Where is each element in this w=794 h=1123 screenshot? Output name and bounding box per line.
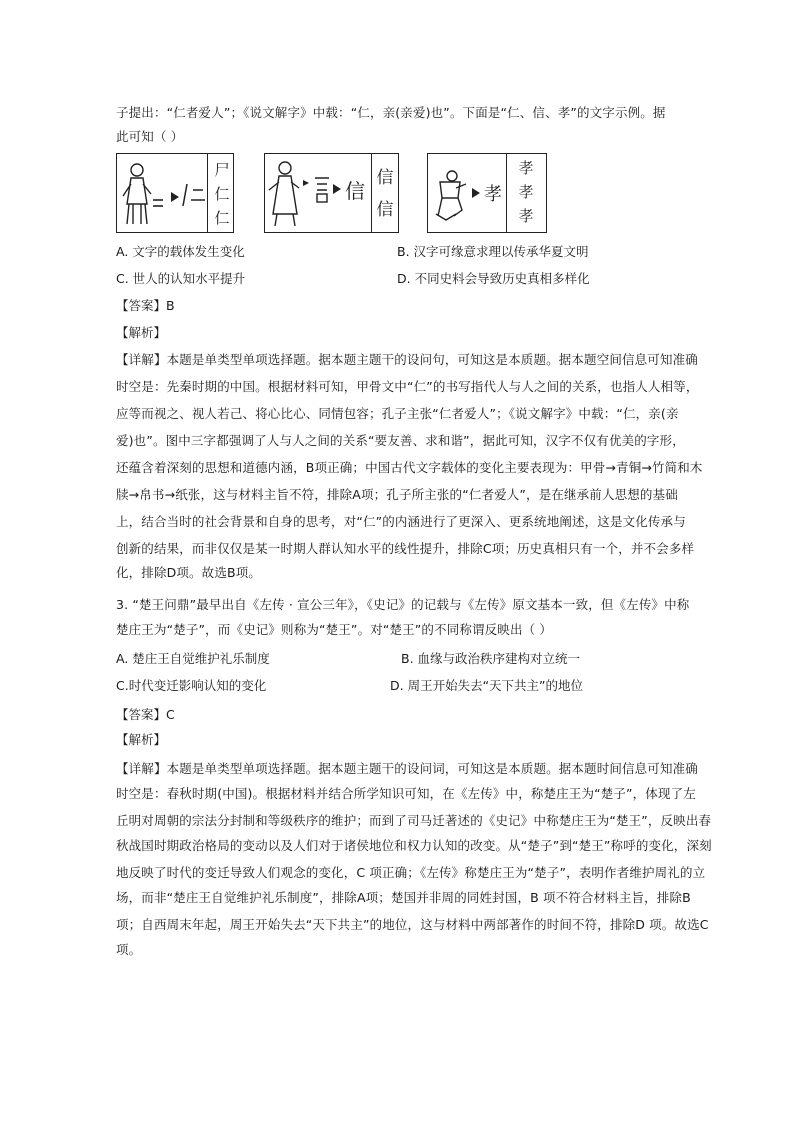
q2-detail-line: 时空是：先秦时期的中国。根据材料可知，甲骨文中“仁”的书写指代人与人之间的关系，也指人人相等， [116,379,699,394]
q3-option-c: C.时代变迁影响认知的变化 [116,678,267,693]
q3-detail-line: 项；自西周末年起，周王开始失去“天下共主”的地位，这与材料中两部著作的时间不符，排除D 项。故选C [116,917,709,932]
q3-stem-line-1: 3. “楚王问鼎”最早出自《左传 · 宣公三年》，《史记》的记载与《左传》原文基本一致，但《左传》中称 [116,597,690,612]
q2-option-b: B. 汉字可缘意求理以传承华夏文明 [397,244,589,259]
figure-divider [207,154,208,232]
q3-analysis-label: 【解析】 [116,732,167,747]
q3-detail-line: 【详解】本题是单类型单项选择题。据本题主题干的设问词，可知这是本质题。据本题时间信息可知准确 [116,761,698,776]
glyph-3: 孝 [518,207,534,225]
glyph-2: 仁 [214,185,230,203]
figure-mid-glyph: 孝 [484,184,502,205]
q3-detail-line: 秋战国时期政治格局的变动以及人们对于诸侯地位和权力认知的改变。从“楚子”到“楚王”称呼的变化，深刻 [116,838,712,853]
q2-detail-line: 【详解】本题是单类型单项选择题。据本题主题干的设问句，可知这是本质题。据本题空间信息可知准确 [116,352,698,367]
arrow-icon [472,188,480,198]
q2-detail-line: 还蕴含着深刻的思想和道德内涵，B项正确；中国古代文字载体的变化主要表现为：甲骨→青铜→竹简和木 [116,460,703,475]
figure-glyph-column [374,162,396,226]
arrow-icon [171,192,179,202]
q2-detail-line: 牍→帛书→纸张，这与材料主旨不符，排除A项；孔子所主张的“仁者爱人”，是在继承前人思想的基础 [116,487,678,502]
glyph-1: 尸 [214,161,230,179]
q2-detail-line: 爱)也”。图中三字都强调了人与人之间的关系“要友善、求和谐”，据此可知，汉字不仅有优美的字形， [116,433,685,448]
figure-box-xiao [427,153,547,233]
figure-divider [371,154,372,232]
q3-answer: 【答案】C [116,707,175,722]
figure-glyph-column [512,156,540,228]
q3-detail-line: 场，而非“楚庄王自觉维护礼乐制度”，排除A项；楚国并非周的同姓封国，B 项不符合材料主旨，排除B [116,890,691,905]
q2-option-d: D. 不同史料会导致历史真相多样化 [397,271,590,286]
glyph-3: 仁 [214,209,230,227]
q3-detail-line: 时空是：春秋时期(中国)。根据材料并结合所学知识可知，在《左传》中，称楚庄王为“楚子”，体现了左 [116,786,696,801]
glyph-1: 孝 [518,159,534,177]
q2-detail-line: 创新的结果，而非仅仅是某一时期人群认知水平的线性提升，排除C项；历史真相只有一个，并不会多样 [116,541,695,556]
glyph-2: 信 [376,200,394,220]
q2-stem-line-1: 子提出：“仁者爱人”；《说文解字》中载：“仁，亲(亲爱)也”。下面是“仁、信、孝”的文字示例。据 [116,105,666,120]
glyph-1: 信 [376,168,394,188]
q3-stem-line-2: 楚庄王为“楚子”，而《史记》则称为“楚王”。对“楚王”的不同称谓反映出（ ） [116,622,553,637]
q2-answer: 【答案】B [116,298,175,313]
q2-option-a: A. 文字的载体发生变化 [116,244,245,259]
q3-option-b: B. 血缘与政治秩序建构对立统一 [401,651,581,666]
arrow-icon [333,184,341,194]
q2-detail-line: 化，排除D项。故选B项。 [116,565,262,580]
q3-detail-line: 项。 [116,942,142,957]
figure-box-ren [116,153,234,233]
q3-option-d: D. 周王开始失去“天下共主”的地位 [390,678,584,693]
q2-detail-line: 应等而视之、视人若己、将心比心、同情包容；孔子主张“仁者爱人”；《说文解字》中载：“仁，亲(亲 [116,406,679,421]
q2-stem-line-2: 此可知（ ） [116,129,184,144]
q3-option-a: A. 楚庄王自觉维护礼乐制度 [116,651,270,666]
glyph-2: 孝 [518,183,534,201]
q2-analysis-label: 【解析】 [116,325,167,340]
figure-glyph-column [213,158,231,230]
q2-option-c: C. 世人的认知水平提升 [116,271,246,286]
figure-divider [506,154,507,232]
q2-detail-line: 上，结合当时的社会背景和自身的思考，对“仁”的内涵进行了更深入、更系统地阐述，这是文化传承与 [116,514,686,529]
figure-box-xin [264,153,399,233]
figure-mid-glyph: 信 [345,179,365,203]
q3-detail-line: 地反映了时代的变迁导致人们观念的变化，C 项正确；《左传》称楚庄王为“楚子”，表明作者维护周礼的立 [116,865,706,880]
q3-detail-line: 丘明对周朝的宗法分封制和等级秩序的维护；而到了司马迁著述的《史记》中称楚庄王为“楚王”，反映出春 [116,813,712,828]
